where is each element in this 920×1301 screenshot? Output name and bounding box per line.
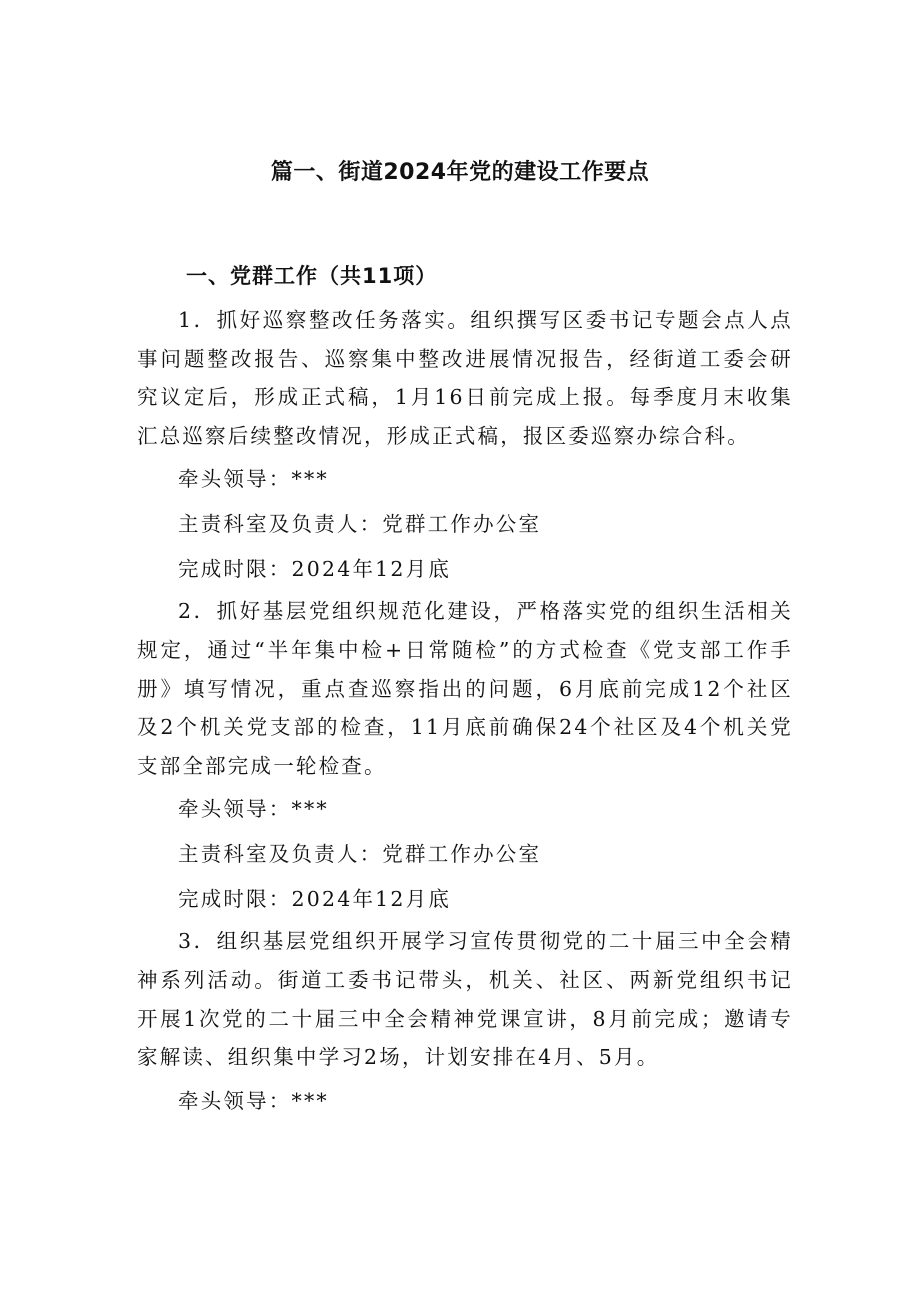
document-body (137, 301, 793, 1124)
item-1-office: 主责科室及负责人：党群工作办公室 (178, 512, 542, 537)
item-3-text: 3．组织基层党组织开展学习宣传贯彻党的二十届三中全会精神系列活动。街道工委书记带头，机关、社区、两新党组织书记开展1次党的二十届三中全会精神党课宣讲，8月前完成；邀请专家解读、组织集中学习2场，计划安排在4月、5月。 (137, 929, 793, 1070)
item-2-lead: 牵头领导：*** (178, 797, 329, 822)
item-1-deadline: 完成时限：2024年12月底 (178, 557, 452, 582)
item-2-deadline: 完成时限：2024年12月底 (178, 887, 452, 912)
item-1-lead: 牵头领导：*** (178, 467, 329, 492)
section-heading: 一、党群工作（共11项） (186, 264, 438, 288)
item-3-lead: 牵头领导：*** (178, 1088, 329, 1113)
item-2-office: 主责科室及负责人：党群工作办公室 (178, 842, 542, 867)
item-1-text: 1．抓好巡察整改任务落实。组织撰写区委书记专题会点人点事问题整改报告、巡察集中整改进展情况报告，经街道工委会研究议定后，形成正式稿，1月16日前完成上报。每季度月末收集汇总巡察后续整改情况，形成正式稿，报区委巡察办综合科。 (137, 308, 793, 448)
item-2-text: 2．抓好基层党组织规范化建设，严格落实党的组织生活相关规定，通过“半年集中检+日常随检”的方式检查《党支部工作手册》填写情况，重点查巡察指出的问题，6月底前完成12个社区及2个机关党支部的检查，11月底前确保24个社区及4个机关党支部全部完成一轮检查。 (137, 599, 793, 778)
document-title: 篇一、街道2024年党的建设工作要点 (270, 160, 650, 185)
